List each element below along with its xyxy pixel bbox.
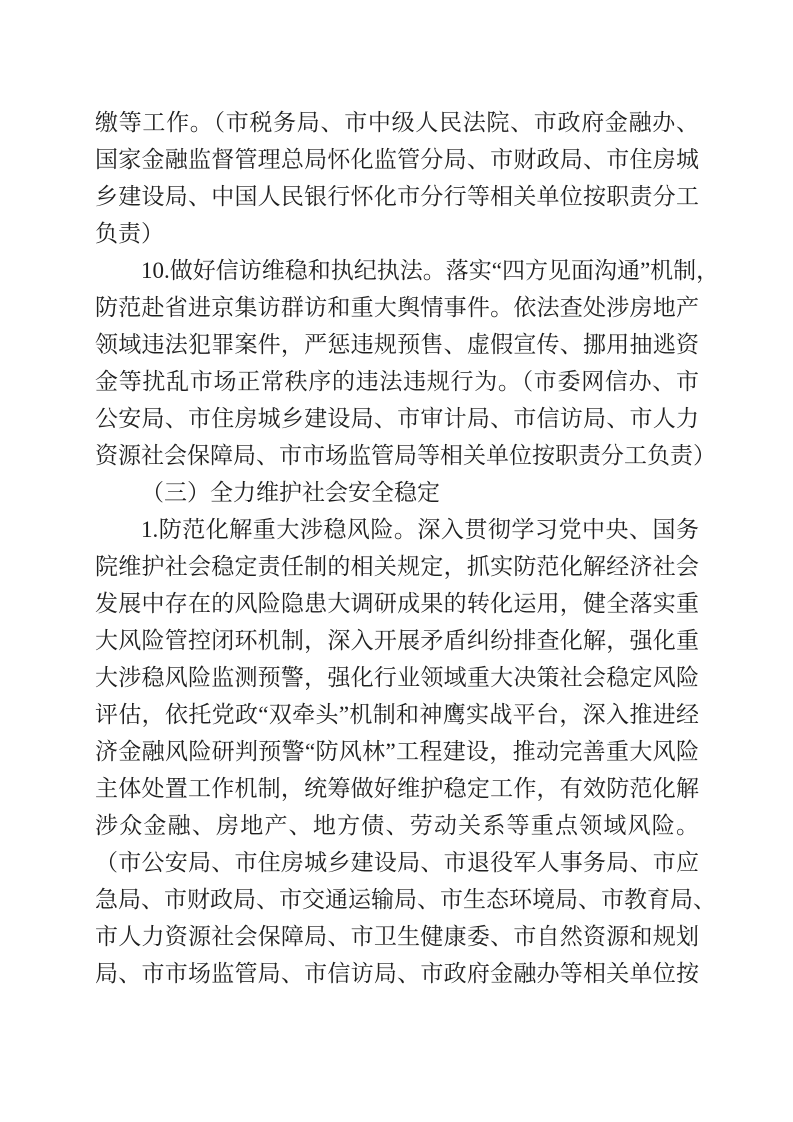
document-line: 急局、市财政局、市交通运输局、市生态环境局、市教育局、 (95, 887, 716, 912)
document-line-item-1-start: 1.防范化解重大涉稳风险。深入贯彻学习党中央、国务 (141, 517, 699, 542)
document-line: 主体处置工作机制，统筹做好维护稳定工作，有效防范化解 (95, 776, 699, 801)
document-line-item-10-start: 10.做好信访维稳和执纪执法。落实“四方见面沟通”机制， (141, 258, 720, 283)
document-line: 乡建设局、中国人民银行怀化市分行等相关单位按职责分工 (95, 184, 699, 209)
document-line: 市人力资源社会保障局、市卫生健康委、市自然资源和规划 (95, 924, 699, 949)
document-line: 金等扰乱市场正常秩序的违法违规行为。（市委网信办、市 (95, 369, 699, 394)
document-line: 涉众金融、房地产、地方债、劳动关系等重点领域风险。 (95, 813, 699, 838)
document-line: 负责） (95, 221, 164, 246)
document-line: 评估，依托党政“双牵头”机制和神鹰实战平台，深入推进经 (95, 702, 699, 727)
document-line: （市公安局、市住房城乡建设局、市退役军人事务局、市应 (95, 850, 699, 875)
document-line: 局、市市场监管局、市信访局、市政府金融办等相关单位按 (95, 961, 699, 986)
document-line: 领域违法犯罪案件，严惩违规预售、虚假宣传、挪用抽逃资 (95, 332, 699, 357)
document-line: 国家金融监督管理总局怀化监管分局、市财政局、市住房城 (95, 147, 699, 172)
section-heading: （三）全力维护社会安全稳定 (141, 480, 440, 505)
document-line: 大风险管控闭环机制，深入开展矛盾纠纷排查化解，强化重 (95, 628, 699, 653)
document-line: 公安局、市住房城乡建设局、市审计局、市信访局、市人力 (95, 406, 699, 431)
document-line: 大涉稳风险监测预警，强化行业领域重大决策社会稳定风险 (95, 665, 699, 690)
document-line: 济金融风险研判预警“防风林”工程建设，推动完善重大风险 (95, 739, 699, 764)
document-line: 发展中存在的风险隐患大调研成果的转化运用，健全落实重 (95, 591, 699, 616)
document-line: 资源社会保障局、市市场监管局等相关单位按职责分工负责） (95, 443, 716, 468)
document-line: 院维护社会稳定责任制的相关规定，抓实防范化解经济社会 (95, 554, 699, 579)
document-line: 缴等工作。（市税务局、市中级人民法院、市政府金融办、 (95, 110, 699, 135)
document-text-block (95, 104, 720, 992)
document-line: 防范赴省进京集访群访和重大舆情事件。依法查处涉房地产 (95, 295, 699, 320)
